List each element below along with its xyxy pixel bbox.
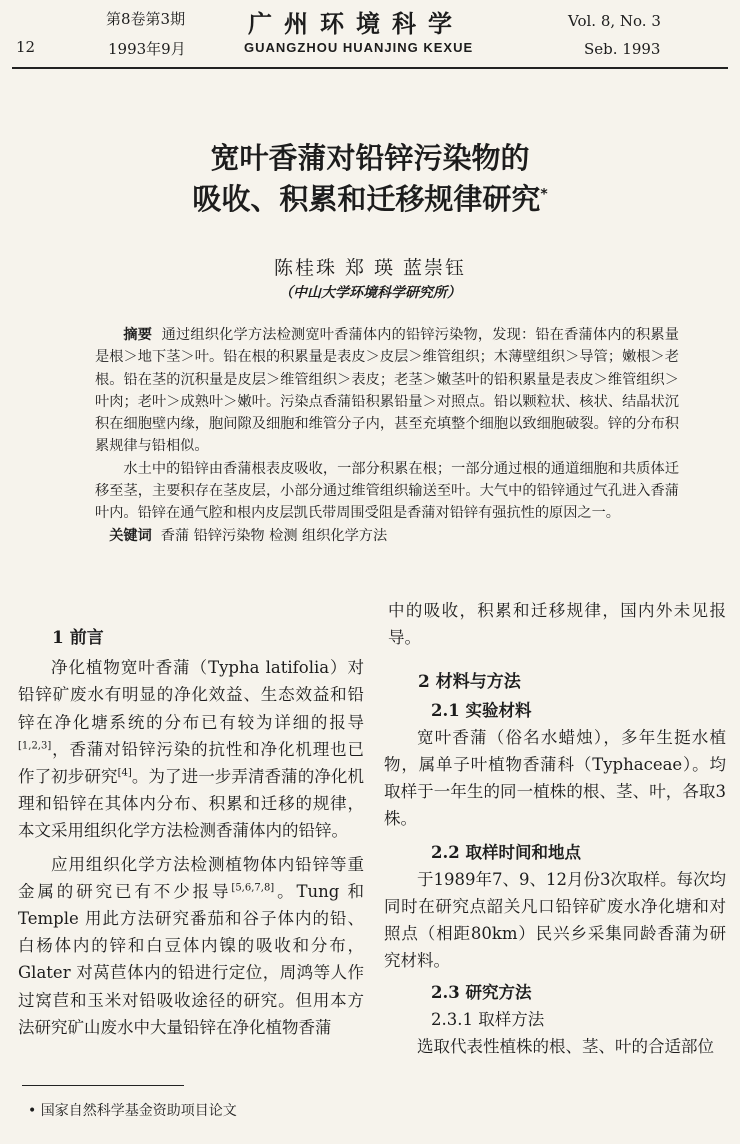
- journal-title-cn: 广州环境科学: [248, 10, 464, 38]
- abstract-label: 摘要: [123, 327, 153, 343]
- title-footnote-mark: *: [540, 186, 548, 203]
- section-2-3-1-para: 选取代表性植株的根、茎、叶的合适部位: [417, 1037, 714, 1057]
- section-1-continued: 中的吸收，积累和迁移规律，国内外未见报导。: [388, 601, 726, 648]
- section-2-1-title: 2.1 实验材料: [431, 700, 532, 720]
- section-2-2-title: 2.2 取样时间和地点: [431, 842, 581, 862]
- date-en: Seb. 1993: [584, 40, 661, 58]
- authors: 陈桂珠 郑 瑛 蓝崇钰: [273, 257, 467, 279]
- citation-5-8: [5,6,7,8]: [231, 882, 275, 894]
- section-1-para-2: [18, 851, 364, 1041]
- page-number: 12: [16, 38, 36, 56]
- s1-p1-text-a: 净化植物宽叶香蒲（Typha latifolia）对铅锌矿废水有明显的净化效益、生态效益和铅锌在净化塘系统的分布已有较为详细的报导: [18, 658, 364, 732]
- journal-title-en: GUANGZHOU HUANJING KEXUE: [244, 40, 474, 55]
- keywords-row: [109, 525, 679, 547]
- keywords: 香蒲 铅锌污染物 检测 组织化学方法: [160, 527, 388, 544]
- footnote-divider: [22, 1085, 184, 1086]
- volume-issue-cn: 第8卷第3期: [106, 10, 186, 28]
- right-column: [384, 597, 726, 1060]
- left-column: [18, 625, 364, 1041]
- footnote: [28, 1100, 237, 1120]
- volume-issue-en: Vol. 8, No. 3: [568, 12, 661, 30]
- abstract-text-1: 通过组织化学方法检测宽叶香蒲体内的铅锌污染物，发现：铅在香蒲体内的积累量是根＞地下茎＞叶。铅在根的积累量是表皮＞皮层＞维管组织；木薄壁组织＞导管；嫩根＞老根。铅在茎的沉积量是皮层＞维管组织＞表皮；老茎＞嫩茎叶的铅积累量是表皮＞维管组织＞叶肉；老叶＞成熟叶＞嫩叶。污染点香蒲铅积累铅量＞对照点。铅以颗粒状、核状、结晶状沉积在细胞壁内缘，胞间隙及细胞和维管分子内，甚至充填整个细胞以致细胞破裂。锌的分布积累规律与铅相似。: [95, 327, 679, 455]
- s1-p1-text-c: 。为了进一步弄清香蒲的净化机理和铅锌在其体内分布、积累和迁移的规律，本文采用组织化学方法检测香蒲体内的铅锌。: [18, 767, 365, 841]
- section-2-2-para: 于1989年7、9、12月份3次取样。每次均同时在研究点韶关凡口铅锌矿废水净化塘和对照点（相距80km）民兴乡采集同龄香蒲为研究材料。: [384, 869, 726, 971]
- article-title-line2-text: 吸收、积累和迁移规律研究: [192, 182, 541, 216]
- affiliation: （中山大学环境科学研究所）: [279, 285, 461, 301]
- abstract: [95, 324, 679, 547]
- article-title-line1: 宽叶香蒲对铅锌污染物的: [210, 141, 530, 175]
- section-1-para-1: [18, 654, 364, 844]
- s1-p2-text-a: 应用组织化学方法检测植物体内铅锌等重金属的研究已有不少报导: [18, 854, 364, 901]
- abstract-para-1: [95, 324, 679, 458]
- keywords-label: 关键词: [109, 527, 152, 544]
- section-1-title: 1 前言: [52, 628, 104, 648]
- footnote-marker: •: [28, 1103, 37, 1119]
- s1-p1-text-b: ，香蒲对铅锌污染的抗性和净化机理也已作了初步研究: [18, 739, 364, 787]
- section-2-1-para: 宽叶香蒲（俗名水蜡烛），多年生挺水植物，属单子叶植物香蒲科（Typhaceae）。均取样于一年生的同一植株的根、茎、叶，各取3株。: [384, 727, 726, 829]
- citation-4: [4]: [117, 767, 132, 779]
- date-cn: 1993年9月: [108, 40, 186, 58]
- section-2-3-title: 2.3 研究方法: [431, 982, 532, 1002]
- s1-p2-text-b: 。Tung 和 Temple 用此方法研究番茄和谷子体内的铅、白杨体内的锌和白豆体内镍的吸收和分布，Glater 对莴苣体内的铅进行定位，周鸿等人作过窝苣和玉米对铅吸收途径的研究。但用本方法研究矿山废水中大量铅锌在净化植物香蒲: [18, 881, 364, 1037]
- section-2-title: 2 材料与方法: [418, 672, 521, 693]
- header-divider: [12, 67, 728, 69]
- footnote-text: 国家自然科学基金资助项目论文: [40, 1103, 237, 1119]
- section-2-3-1-title: 2.3.1 取样方法: [431, 1009, 545, 1029]
- citation-1-3: [1,2,3]: [18, 740, 52, 752]
- article-title-line2: [0, 177, 740, 218]
- abstract-para-2: 水土中的铅锌由香蒲根表皮吸收，一部分积累在根；一部分通过根的通道细胞和共质体迁移至茎，主要积存在茎皮层，小部分通过维管组织输送至叶。大气中的铅锌通过气孔进入香蒲叶内。铅锌在通气腔和根内皮层凯氏带周围受阻是香蒲对铅锌有强抗性的原因之一。: [95, 460, 679, 522]
